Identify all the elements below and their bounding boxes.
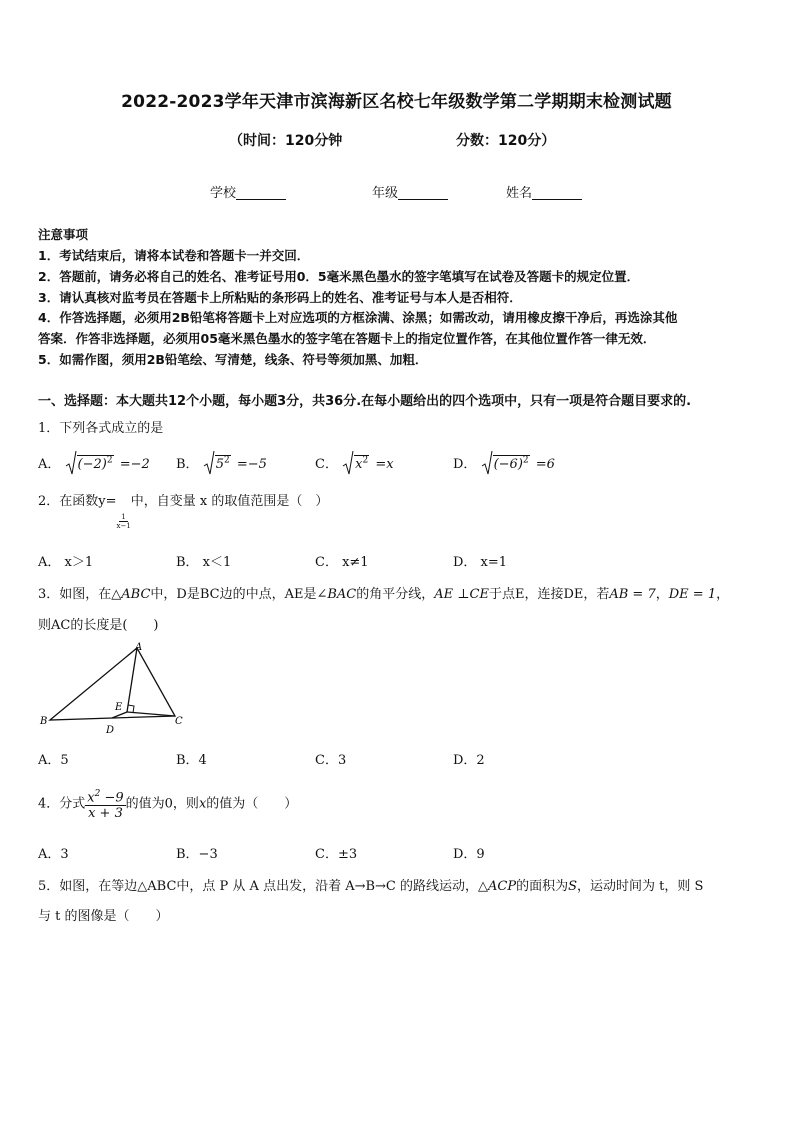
radical-sign-icon [65,450,77,476]
q2-option-d: D． x=1 [453,555,508,570]
school-label: 学校 [210,186,237,201]
q3-option-c: C．3 [315,753,347,768]
notes-heading: 注意事项 [38,227,89,242]
section-heading: 一、选择题：本大题共12个小题，每小题3分，共36分.在每小题给出的四个选项中，只有一项是符合题目要求的. [38,394,692,409]
name-field[interactable] [506,182,582,201]
school-blank[interactable] [236,185,286,200]
note-item: 2．答题前，请务必将自己的姓名、准考证号用0．5毫米黑色墨水的签字笔填写在试卷及答题卡的规定位置． [38,269,640,284]
q2-stem: 2．在函数y= $\frac{1}{x-1}$ 中，自变量 x 的取值范围是（ ） [38,494,329,530]
label-c: C [175,716,183,727]
q4-option-a: A．3 [38,847,69,862]
q1-option-d: D． $(-6)^2 =6$ [453,450,555,476]
name-blank[interactable] [532,185,582,200]
q2-option-b: B． x＜1 [176,555,232,570]
grade-label: 年级 [372,186,399,201]
grade-field[interactable] [372,182,448,201]
q3-stem-line1: 3．如图，在△ABC中，D是BC边的中点，AE是∠BAC的角平分线，AE ⊥CE于点E，连接DE，若AB = 7，DE = 1， [38,587,730,602]
triangle-figure [38,640,188,735]
q2-option-a: A． x＞1 [38,555,94,570]
triangle-abc [50,648,175,720]
note-item: 1．考试结束后，请将本试卷和答题卡一并交回． [38,248,310,263]
page-title: 2022-2023学年天津市滨海新区名校七年级数学第二学期期末检测试题 [121,92,672,112]
note-item: 答案．作答非选择题，必须用05毫米黑色墨水的签字笔在答题卡上的指定位置作答，在其他位置作答一律无效． [38,331,656,346]
q4-stem: 4．分式 $\frac{x^2 -9}{x + 3}$ 的值为0，则x的值为（ ） [38,789,298,822]
name-label: 姓名 [506,186,533,201]
q3-option-d: D．2 [453,753,485,768]
segment-ec [127,712,175,716]
q3-option-a: A．5 [38,753,69,768]
label-a: A [135,642,143,653]
grade-blank[interactable] [398,185,448,200]
exam-time: （时间：120分钟 [229,133,343,149]
note-item: 3．请认真核对监考员在答题卡上所粘贴的条形码上的姓名、准考证号与本人是否相符． [38,290,522,305]
q3-option-b: B．4 [176,753,207,768]
note-item: 5．如需作图，须用2B铅笔绘、写清楚，线条、符号等须加黑、加粗． [38,352,428,367]
q4-option-c: C．±3 [315,847,358,862]
q1-stem: 1．下列各式成立的是 [38,421,164,436]
note-item: 4．作答选择题，必须用2B铅笔将答题卡上对应选项的方框涂满、涂黑；如需改动，请用橡皮擦干净后，再选涂其他 [38,310,678,325]
school-field[interactable] [210,182,286,201]
q2-option-c: C． x≠1 [315,555,369,570]
label-e: E [115,702,123,713]
segment-ae [127,648,137,712]
q1-option-b: B． $5^2 =-5$ [176,450,267,476]
q4-option-d: D．9 [453,847,485,862]
radical-sign-icon [342,450,354,476]
fraction: $\frac{1}{x-1}$ [116,513,131,530]
q3-stem-line2: 则AC的长度是( ) [38,618,159,633]
radical-sign-icon [481,450,493,476]
exam-score: 分数：120分） [456,133,556,149]
q1-option-c: C． $x^2 =x$ [315,450,394,476]
q1-option-a: A． $(-2)^2 =-2$ [38,450,150,476]
fraction: $\frac{x^2 -9}{x + 3}$ [87,789,124,822]
radical-sign-icon [203,450,215,476]
q4-option-b: B．−3 [176,847,218,862]
q5-stem-line2: 与 t 的图像是（ ） [38,909,169,924]
label-d: D [106,725,115,735]
label-b: B [40,716,48,727]
q5-stem-line1: 5．如图，在等边△ABC中，点 P 从 A 点出发，沿着 A→B→C 的路线运动，△ACP的面积为S，运动时间为 t，则 S [38,879,704,894]
